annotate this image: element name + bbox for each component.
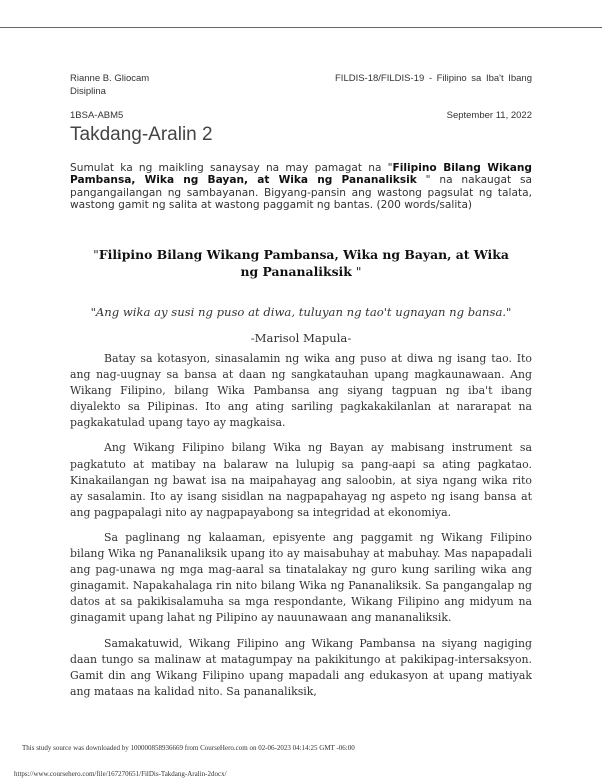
essay-title-close-quote: " bbox=[351, 263, 362, 279]
essay-body bbox=[70, 351, 532, 709]
prompt-text-bold: Filipino Bilang Wikang Pambansa, Wika ng Bayan, at Wika ng Pananaliksik bbox=[70, 162, 532, 187]
essay-paragraph: Ang Wikang Filipino bilang Wika ng Bayan ay mabisang instrument sa pagkatuto at matibay na balaraw na lulupig sa pang-aapi sa ating pagkatao. Kinakailangan ng bawat isa na maipahayag ang saloobin, at siya ngang wika rito ay sasalamin. Ito ay isang sisidlan na nagpapahayag ng aspeto ng isang bansa at ang pagpapalagi nito ay nagpapayabong sa integridad at ekonomiya. bbox=[70, 441, 532, 519]
essay-paragraph: Sa paglinang ng kalaaman, episyente ang paggamit ng Wikang Filipino bilang Wika ng Pananaliksik upang ito ay maisabuhay at mabuhay. Mas napapadali ang pag-unawa ng mga mag-aaral sa tinatalakay ng guro kung sariling wika ang ginagamit. Napakahalaga rin nito bilang Wika ng Pananaliksik. Sa pangangalap ng datos at sa pakikisalamuha sa mga respondante, Wikang Filipino ang midyum na ginagamit upang lahat ng Pilipino ay nauunawaan ang mananaliksik. bbox=[70, 530, 532, 625]
source-url[interactable]: https://www.coursehero.com/file/167270651/FilDis-Takdang-Aralin-2docx/ bbox=[14, 770, 227, 778]
essay-paragraph: Batay sa kotasyon, sinasalamin ng wika ang puso at diwa ng isang tao. Ito ang nag-uugnay sa bansa at daan ng sangkatauhan upang magkaunawaan. Ang Wikang Filipino, bilang Wika Pambansa ang siyang tagpuan ng iba't ibang diyalekto sa Pilipinas. Ito ang ating sariling pagkakakilanlan at nararapat na pagkakatulad upang tayo ay magkaisa. bbox=[70, 352, 532, 430]
download-source-notice: This study source was downloaded by 100000858936669 from CourseHero.com on 02-06-2023 04:14:25 GMT -06:00 bbox=[22, 744, 355, 752]
epigraph-quote: "Ang wika ay susi ng puso at diwa, tuluyan ng tao't ugnayan ng bansa." bbox=[90, 305, 512, 319]
essay-title-text: Filipino Bilang Wikang Pambansa, Wika ng Bayan, at Wika ng Pananaliksik bbox=[98, 247, 509, 279]
date: September 11, 2022 bbox=[446, 110, 532, 121]
prompt-text-post: " na nakaugat sa pangangailangan ng sambayanan. Bigyang-pansin ang wastong pagsulat ng talata, wastong gamit ng salita at wastong paggamit ng bantas. (200 words/salita) bbox=[70, 174, 532, 212]
assignment-prompt bbox=[70, 162, 532, 212]
course-code: FILDIS-18/FILDIS-19 - Filipino sa Iba't Ibang bbox=[335, 73, 532, 84]
essay-paragraph: Samakatuwid, Wikang Filipino ang Wikang Pambansa na siyang nagiging daan tungo sa malinaw at matagumpay na pakikitungo at pakikipag-intersaksyon. Gamit din ang Wikang Filipino upang mapadali ang edukasyon at upang matiyak ang mataas na kalidad nito. Sa pananaliksik, bbox=[70, 636, 532, 698]
essay-title bbox=[90, 247, 512, 280]
essay-title-open-quote: " bbox=[93, 247, 99, 262]
prompt-text-pre: Sumulat ka ng maikling sanaysay na may pamagat na " bbox=[70, 162, 393, 174]
assignment-title: Takdang-Aralin 2 bbox=[70, 124, 213, 145]
student-name: Rianne B. Gliocam bbox=[70, 73, 150, 84]
section: 1BSA-ABM5 bbox=[70, 110, 124, 121]
top-rule bbox=[0, 27, 602, 28]
epigraph-author: -Marisol Mapula- bbox=[250, 331, 352, 345]
course-code-continuation: Disiplina bbox=[70, 86, 106, 97]
